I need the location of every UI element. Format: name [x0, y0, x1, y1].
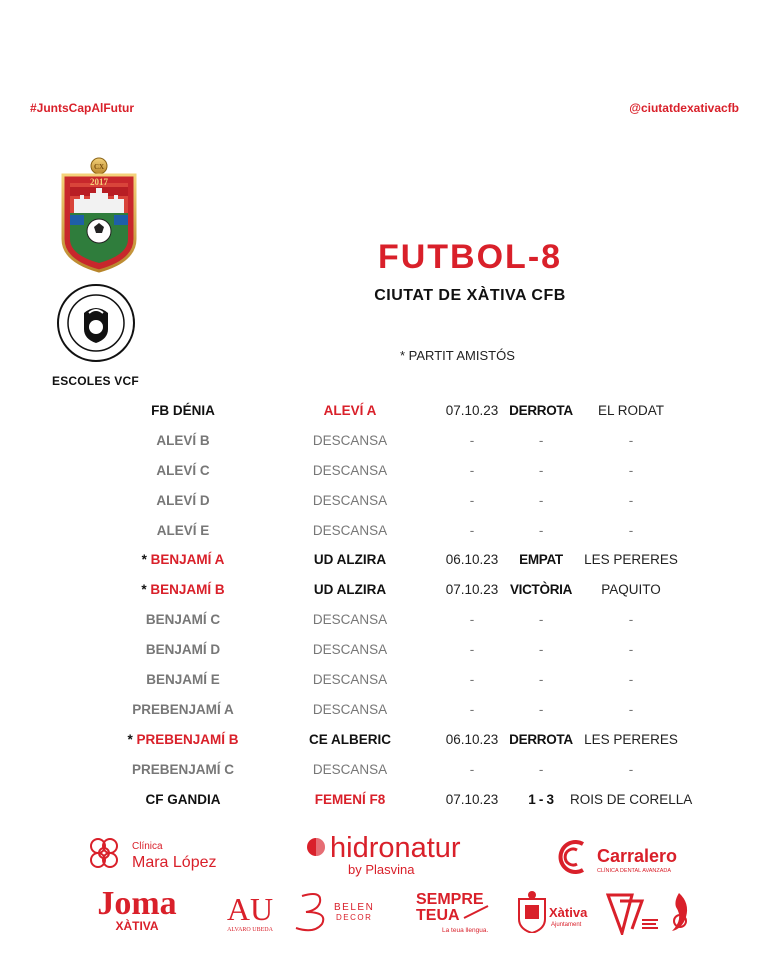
fixture-row: [0, 605, 768, 635]
fixture-row: [0, 755, 768, 785]
joma-xativa-logo: [76, 884, 198, 934]
fixture-date: -: [469, 761, 475, 777]
academy-label: ESCOLES VCF: [52, 374, 139, 388]
fixture-venue: -: [628, 432, 634, 448]
fixture-home: ALEVÍ E: [156, 522, 210, 538]
fixture-result: -: [538, 701, 544, 717]
fixture-date: -: [469, 701, 475, 717]
fixture-date: -: [469, 492, 475, 508]
fixture-away: DESCANSA: [312, 612, 388, 628]
carralero-logo: [553, 836, 693, 876]
fixture-row: [0, 575, 768, 605]
fixture-date: -: [469, 642, 475, 658]
fixture-away: CE ALBERIC: [308, 731, 391, 747]
fixture-venue: -: [628, 462, 634, 478]
fixture-row: [0, 396, 768, 426]
fixture-venue: -: [628, 672, 634, 688]
fixture-row: [0, 665, 768, 695]
alvaro-ubeda-logo: [222, 888, 278, 934]
fixture-away: DESCANSA: [312, 701, 388, 717]
fixture-away: DESCANSA: [312, 761, 388, 777]
fixture-home: ALEVÍ B: [156, 432, 210, 448]
fixture-row: [0, 545, 768, 575]
fixture-venue: -: [628, 492, 634, 508]
fixture-row: [0, 486, 768, 516]
fixture-away: DESCANSA: [312, 642, 388, 658]
fixture-away: DESCANSA: [312, 432, 388, 448]
fixture-away: DESCANSA: [312, 672, 388, 688]
fixture-result: VICTÒRIA: [509, 582, 573, 598]
fixture-home: ALEVÍ D: [156, 492, 210, 508]
crest-year: 2017: [90, 177, 108, 187]
fixture-venue: -: [628, 612, 634, 628]
svg-text:CLÍNICA DENTAL AVANZADA: CLÍNICA DENTAL AVANZADA: [597, 868, 672, 874]
fixture-home: [100, 732, 266, 747]
svg-text:Joma: Joma: [97, 885, 177, 922]
fixture-result: 1 - 3: [528, 791, 554, 807]
fixture-away: UD ALZIRA: [313, 582, 387, 598]
svg-text:BELEN: BELEN: [334, 902, 375, 913]
svg-text:XÀTIVA: XÀTIVA: [115, 919, 159, 933]
svg-text:SEMPRE: SEMPRE: [416, 891, 484, 908]
fixture-venue: LES PERERES: [584, 552, 678, 568]
fixture-home: BENJAMÍ C: [145, 612, 221, 628]
fixture-away: FEMENÍ F8: [314, 791, 386, 807]
friendly-marker: *: [141, 582, 151, 598]
fixture-result: -: [538, 612, 544, 628]
fixture-date: 07.10.23: [445, 582, 499, 598]
fixture-date: -: [469, 462, 475, 478]
fixture-home-label: BENJAMÍ A: [150, 552, 225, 568]
fixture-date: -: [469, 432, 475, 448]
fixture-venue: -: [628, 701, 634, 717]
fixture-venue: -: [628, 522, 634, 538]
fixture-home: ALEVÍ C: [156, 462, 210, 478]
svg-text:AU: AU: [226, 891, 274, 927]
svg-text:ALVARO UBEDA: ALVARO UBEDA: [227, 927, 273, 933]
fixture-date: -: [469, 522, 475, 538]
svg-text:hidronatur: hidronatur: [330, 832, 461, 864]
friendly-marker: *: [127, 731, 137, 747]
fixture-venue: EL RODAT: [597, 403, 664, 418]
fixture-away: DESCANSA: [312, 462, 388, 478]
province-council-logo: [664, 889, 694, 935]
fixture-home: FB DÉNIA: [151, 403, 215, 418]
fixture-home: CF GANDIA: [145, 791, 221, 807]
svg-text:TEUA: TEUA: [416, 907, 460, 924]
fixture-date: 07.10.23: [445, 403, 499, 418]
svg-text:Xàtiva: Xàtiva: [549, 905, 588, 920]
fixture-row: [0, 456, 768, 486]
svg-text:Clínica: Clínica: [132, 841, 163, 852]
fixture-row: [0, 785, 768, 815]
fixture-date: -: [469, 672, 475, 688]
belen-decor-logo: [292, 888, 380, 934]
fixture-date: 06.10.23: [445, 552, 499, 568]
fixture-row: [0, 635, 768, 665]
mara-lopez-logo: [84, 832, 234, 876]
friendly-note: * PARTIT AMISTÓS: [400, 348, 515, 363]
fixture-result: DERROTA: [509, 403, 573, 418]
friendly-marker: *: [141, 552, 151, 568]
svg-text:Ajuntament: Ajuntament: [551, 922, 582, 928]
fixture-date: 07.10.23: [445, 791, 499, 807]
fixture-result: DERROTA: [509, 731, 573, 747]
fixture-home: PREBENJAMÍ C: [131, 761, 234, 777]
fixture-home: BENJAMÍ E: [146, 672, 220, 688]
fixture-home: [100, 582, 266, 597]
fixture-result: -: [538, 522, 544, 538]
fixture-venue: ROIS DE CORELLA: [570, 791, 693, 807]
social-handle-link[interactable]: @ciutatdexativacfb: [629, 101, 739, 115]
hidronatur-logo: [306, 829, 496, 879]
fixture-date: 06.10.23: [445, 731, 499, 747]
svg-text:DECOR: DECOR: [336, 913, 373, 922]
fixture-result: -: [538, 761, 544, 777]
svg-text:by Plasvina: by Plasvina: [348, 862, 415, 877]
fixture-row: [0, 516, 768, 546]
fixture-home-label: PREBENJAMÍ B: [136, 731, 239, 747]
svg-text:La teua llengua.: La teua llengua.: [442, 927, 489, 934]
fixture-row: [0, 725, 768, 755]
fixture-result: -: [538, 492, 544, 508]
fixture-row: [0, 426, 768, 456]
fixture-home: BENJAMÍ D: [145, 642, 221, 658]
fixture-date: -: [469, 612, 475, 628]
fixture-away: DESCANSA: [312, 492, 388, 508]
fixture-venue: PAQUITO: [601, 582, 661, 598]
svg-text:Carralero: Carralero: [597, 846, 678, 866]
crest-initials: CX: [93, 163, 105, 171]
fixture-row: [0, 695, 768, 725]
fixture-result: EMPAT: [519, 552, 563, 568]
fixture-venue: -: [628, 642, 634, 658]
fixtures-table: [0, 396, 768, 814]
svg-text:Mara López: Mara López: [132, 854, 217, 871]
fixture-result: -: [538, 672, 544, 688]
fixture-home: PREBENJAMÍ A: [132, 701, 234, 717]
fixture-away: UD ALZIRA: [313, 552, 387, 568]
xativa-council-logo: [515, 889, 597, 933]
club-name: CIUTAT DE XÀTIVA CFB: [374, 287, 566, 304]
page-title: FUTBOL-8: [377, 238, 563, 276]
fixture-away: DESCANSA: [312, 522, 388, 538]
fixture-result: -: [538, 642, 544, 658]
fixture-home-label: BENJAMÍ B: [150, 582, 225, 598]
ffcv-federation-logo: [606, 889, 660, 935]
fixture-venue: -: [628, 761, 634, 777]
fixture-home: [100, 552, 266, 567]
fixture-away: ALEVÍ A: [323, 403, 377, 418]
fixture-venue: LES PERERES: [584, 731, 678, 747]
fixture-result: -: [538, 432, 544, 448]
fixture-result: -: [538, 462, 544, 478]
sempre-teua-logo: [414, 888, 494, 936]
hashtag-text[interactable]: #JuntsCapAlFutur: [30, 101, 135, 115]
